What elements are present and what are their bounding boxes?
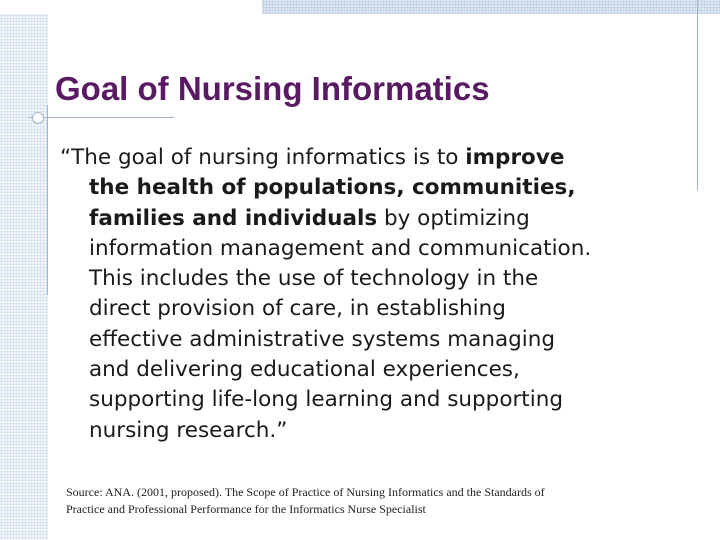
quote-line <box>60 204 700 234</box>
source-citation <box>66 484 686 518</box>
quote-line <box>60 173 700 203</box>
quote-line <box>60 294 700 324</box>
quote-emphasis: families and individuals <box>89 205 378 231</box>
quote-line <box>60 264 700 294</box>
goal-quote <box>60 143 700 446</box>
quote-line <box>60 416 700 446</box>
source-line: Source: ANA. (2001, proposed). The Scope of Practice of Nursing Informatics and the Standards of <box>66 485 545 499</box>
left-vertical-rule <box>47 105 48 295</box>
quote-text: direct provision of care, in establishing <box>89 296 506 322</box>
quote-line <box>60 325 700 355</box>
quote-line <box>60 385 700 415</box>
circle-bullet-ornament <box>32 112 44 124</box>
quote-text: and delivering educational experiences, <box>89 357 520 383</box>
left-decorative-band <box>0 14 48 540</box>
quote-text: This includes the use of technology in the <box>89 266 539 292</box>
quote-text: effective administrative systems managing <box>89 326 556 352</box>
quote-emphasis: the health of populations, communities, <box>89 175 576 201</box>
quote-line <box>60 355 700 385</box>
quote-text: nursing research.” <box>89 417 288 443</box>
source-line: Practice and Professional Performance for the Informatics Nurse Specialist <box>66 502 426 516</box>
quote-emphasis: improve <box>465 145 565 170</box>
quote-text: information management and communication. <box>89 235 592 261</box>
quote-text: supporting life-long learning and supporting <box>89 387 563 413</box>
quote-text: by optimizing <box>377 205 530 231</box>
quote-text: “The goal of nursing informatics is to <box>60 145 466 170</box>
quote-line <box>60 234 700 264</box>
top-decorative-band <box>262 0 720 14</box>
slide-title: Goal of Nursing Informatics <box>55 70 490 107</box>
title-underline-rule <box>28 117 174 118</box>
quote-line <box>60 143 700 173</box>
